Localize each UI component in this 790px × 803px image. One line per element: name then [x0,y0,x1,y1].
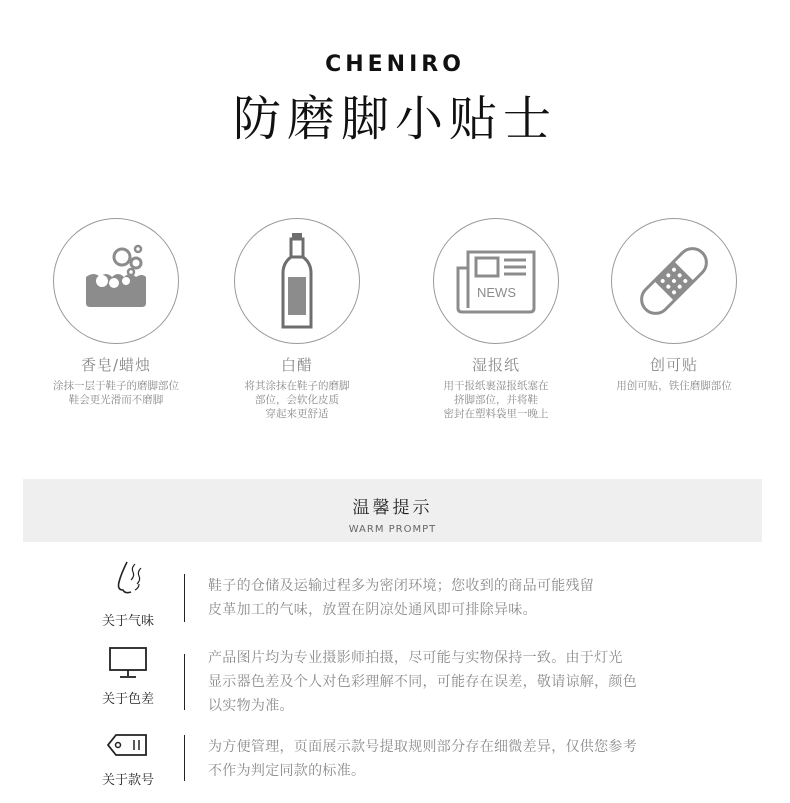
bandage-icon [630,237,718,325]
note-style-number-label: 关于款号 [101,773,154,788]
page-title: 防磨脚小贴士 [232,91,557,147]
warm-prompt-title: 温馨提示 [352,498,433,518]
tip-newspaper-circle [433,218,559,344]
newspaper-icon [454,248,538,314]
tip-vinegar-desc: 将其涂抹在鞋子的磨脚 部位，会软化皮质 穿起来更舒适 [244,380,350,420]
tip-bandage-circle [611,218,737,344]
soap-bubbles-icon [76,241,156,321]
note-style-number-text: 为方便管理，页面展示款号提取规则部分存在细微差异，仅供您参考 不作为判定同款的标准。 [208,739,637,779]
svg-text:NEWS: NEWS [477,285,516,300]
note-color-text: 产品图片均为专业摄影师拍摄，尽可能与实物保持一致。由于灯光 显示器色差及个人对色彩理解不同，可能存在误差，敬请谅解，颜色 以实物为准。 [208,650,637,714]
tip-newspaper-name: 湿报纸 [471,356,520,374]
tip-vinegar [207,218,387,421]
divider [184,735,185,781]
tip-bandage-name: 创可贴 [649,356,698,374]
price-tag-icon [106,733,150,757]
divider [184,574,185,622]
warm-prompt-banner [23,479,762,542]
brand-logo: CHENIRO [325,52,465,77]
note-color-label: 关于色差 [101,692,154,707]
tip-newspaper-desc: 用干报纸裹湿报纸塞在 挤脚部位，并将鞋 密封在塑料袋里一晚上 [443,380,549,420]
tip-vinegar-circle [234,218,360,344]
note-smell-text: 鞋子的仓储及运输过程多为密闭环境；您收到的商品可能残留 皮革加工的气味，放置在阴凉处通风即可排除异味。 [208,578,595,618]
tip-vinegar-name: 白醋 [280,356,313,374]
nose-smell-icon [111,560,145,602]
note-smell-label: 关于气味 [101,614,154,629]
vinegar-bottle-icon [277,231,317,331]
tip-newspaper [406,218,586,421]
tip-bandage-desc: 用创可贴，铁住磨脚部位 [616,380,732,392]
warm-prompt-subtitle: WARM PROMPT [348,524,437,535]
tip-soap-circle [53,218,179,344]
tip-soap-name: 香皂/蜡烛 [80,356,152,374]
tip-soap [26,218,206,407]
monitor-icon [108,646,148,680]
tip-soap-desc: 涂抹一层于鞋子的磨脚部位 鞋会更光滑而不磨脚 [53,380,179,406]
divider [184,654,185,710]
tip-bandage [584,218,764,393]
